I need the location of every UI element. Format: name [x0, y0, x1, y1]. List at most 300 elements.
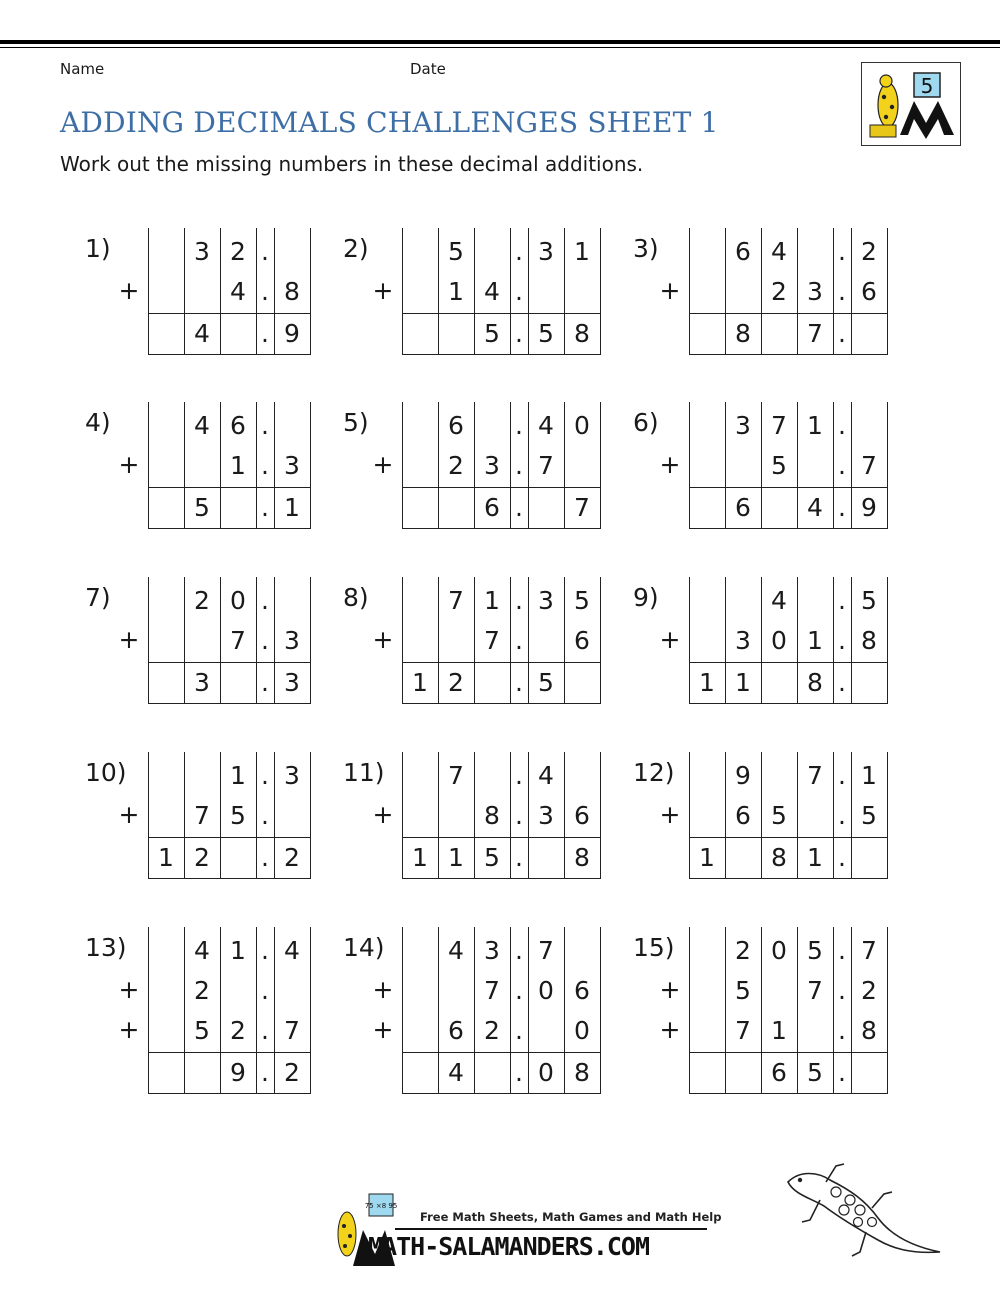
digit-cell: [148, 931, 184, 971]
grid-line: [761, 228, 762, 354]
grid-line: [310, 662, 311, 703]
grid-line: [274, 927, 275, 1093]
digit-cell: [761, 971, 797, 1011]
grid-line: [887, 837, 888, 878]
digit-cell: .: [515, 1016, 523, 1045]
grid-line: [184, 228, 185, 354]
grid-line: [851, 927, 852, 1093]
answer-cell: [725, 1053, 761, 1093]
digit-cell: 1: [861, 761, 877, 790]
digit-cell: [438, 621, 474, 661]
digit-cell: 5: [771, 451, 787, 480]
grid-line: [564, 927, 565, 1093]
answer-cell: 1: [158, 843, 174, 872]
grid-line: [833, 752, 834, 878]
grid-line: [600, 577, 601, 662]
grid-line: [402, 927, 403, 1093]
answer-cell: [148, 663, 184, 703]
digit-cell: [184, 272, 220, 312]
digit-cell: 5: [735, 976, 751, 1005]
plus-sign: +: [118, 1015, 140, 1044]
grid-line: [797, 228, 798, 354]
grid-line: [761, 577, 762, 703]
problem-label: 6): [633, 408, 659, 437]
digit-cell: 7: [861, 936, 877, 965]
answer-cell: 8: [735, 319, 751, 348]
digit-cell: 1: [448, 277, 464, 306]
answer-cell: [761, 488, 797, 528]
grid-line: [438, 577, 439, 703]
digit-cell: .: [838, 1016, 846, 1045]
plus-sign: +: [659, 1015, 681, 1044]
digit-cell: [148, 446, 184, 486]
answer-cell: [761, 314, 797, 354]
digit-cell: 3: [538, 801, 554, 830]
grid-line: [564, 402, 565, 528]
grid-line: [274, 402, 275, 528]
digit-cell: [402, 232, 438, 272]
digit-cell: 2: [448, 451, 464, 480]
answer-cell: [220, 663, 256, 703]
answer-cell: 1: [412, 843, 428, 872]
answer-cell: 6: [771, 1058, 787, 1087]
grid-line: [833, 402, 834, 528]
digit-cell: 6: [574, 976, 590, 1005]
digit-cell: 7: [484, 626, 500, 655]
digit-cell: [689, 232, 725, 272]
grid-line: [600, 402, 601, 487]
problem-label: 15): [633, 933, 675, 962]
digit-cell: 7: [861, 451, 877, 480]
digit-cell: .: [261, 626, 269, 655]
plus-sign: +: [372, 975, 394, 1004]
digit-cell: 4: [771, 586, 787, 615]
grid-line: [600, 837, 601, 878]
answer-cell: 1: [735, 668, 751, 697]
digit-cell: 5: [194, 1016, 210, 1045]
digit-cell: [474, 232, 510, 272]
grid-line: [438, 927, 439, 1093]
grid-line: [310, 487, 311, 528]
digit-cell: 3: [284, 761, 300, 790]
digit-cell: .: [261, 936, 269, 965]
grid-line: [184, 577, 185, 703]
grid-line: [310, 1052, 311, 1093]
answer-cell: [438, 488, 474, 528]
digit-cell: .: [838, 237, 846, 266]
digit-cell: 4: [538, 761, 554, 790]
answer-cell: 3: [194, 668, 210, 697]
plus-sign: +: [659, 975, 681, 1004]
answer-cell: [528, 838, 564, 878]
name-label: Name: [60, 60, 105, 78]
page-title: ADDING DECIMALS CHALLENGES SHEET 1: [60, 106, 719, 139]
grid-line: [689, 228, 690, 354]
problem-label: 3): [633, 234, 659, 263]
plus-sign: +: [118, 975, 140, 1004]
grid-line: [274, 752, 275, 878]
digit-cell: 4: [194, 936, 210, 965]
digit-cell: [274, 796, 310, 836]
digit-cell: [564, 756, 600, 796]
problem-label: 5): [343, 408, 369, 437]
answer-cell: 8: [771, 843, 787, 872]
digit-cell: 3: [484, 936, 500, 965]
answer-cell: 8: [574, 843, 590, 872]
digit-cell: [402, 931, 438, 971]
digit-cell: 7: [448, 761, 464, 790]
answer-cell: 1: [448, 843, 464, 872]
digit-cell: .: [838, 586, 846, 615]
answer-cell: [761, 663, 797, 703]
grid-line: [528, 402, 529, 528]
digit-cell: [474, 756, 510, 796]
grid-line: [220, 752, 221, 878]
digit-cell: 2: [194, 976, 210, 1005]
digit-cell: 1: [230, 761, 246, 790]
digit-cell: 1: [807, 626, 823, 655]
grid-line: [474, 577, 475, 703]
answer-cell: 5: [538, 319, 554, 348]
sum-line: [689, 1052, 888, 1053]
grid-line: [256, 752, 257, 878]
answer-cell: [402, 488, 438, 528]
grid-line: [725, 402, 726, 528]
grid-line: [761, 402, 762, 528]
sum-line: [402, 313, 601, 314]
grid-line: [725, 752, 726, 878]
answer-cell: [402, 1053, 438, 1093]
digit-cell: 3: [807, 277, 823, 306]
grade-badge-text: 5: [920, 74, 934, 98]
answer-cell: [220, 314, 256, 354]
digit-cell: 5: [448, 237, 464, 266]
answer-box-bottom: [689, 703, 888, 704]
digit-cell: .: [515, 237, 523, 266]
answer-cell: [402, 314, 438, 354]
digit-cell: [402, 796, 438, 836]
plus-sign: +: [118, 800, 140, 829]
grid-line: [310, 927, 311, 1052]
digit-cell: 3: [194, 237, 210, 266]
digit-cell: .: [515, 936, 523, 965]
answer-cell: 4: [448, 1058, 464, 1087]
digit-cell: 8: [284, 277, 300, 306]
digit-cell: [274, 581, 310, 621]
digit-cell: [689, 756, 725, 796]
answer-cell: .: [838, 319, 846, 348]
answer-cell: [438, 314, 474, 354]
grid-line: [887, 313, 888, 354]
digit-cell: [528, 621, 564, 661]
grid-line: [474, 402, 475, 528]
grid-line: [689, 752, 690, 878]
answer-cell: 3: [284, 668, 300, 697]
sum-line: [148, 313, 311, 314]
problem-label: 14): [343, 933, 385, 962]
answer-cell: 1: [284, 493, 300, 522]
digit-cell: 4: [484, 277, 500, 306]
grid-line: [833, 228, 834, 354]
digit-cell: 3: [284, 626, 300, 655]
sum-line: [148, 662, 311, 663]
digit-cell: [274, 232, 310, 272]
digit-cell: .: [515, 586, 523, 615]
plus-sign: +: [659, 276, 681, 305]
digit-cell: 5: [807, 936, 823, 965]
digit-cell: [564, 446, 600, 486]
sum-line: [402, 837, 601, 838]
answer-box-bottom: [402, 703, 601, 704]
digit-cell: [402, 272, 438, 312]
digit-cell: [274, 971, 310, 1011]
answer-cell: [725, 838, 761, 878]
grid-line: [274, 577, 275, 703]
digit-cell: [184, 446, 220, 486]
grid-line: [600, 228, 601, 313]
grid-line: [761, 927, 762, 1093]
plus-sign: +: [372, 276, 394, 305]
digit-cell: [148, 581, 184, 621]
digit-cell: 5: [771, 801, 787, 830]
answer-box-bottom: [402, 528, 601, 529]
problem-label: 7): [85, 583, 111, 612]
digit-cell: [761, 756, 797, 796]
grid-line: [310, 577, 311, 662]
digit-cell: 2: [861, 976, 877, 1005]
digit-cell: [274, 406, 310, 446]
grid-line: [438, 752, 439, 878]
digit-cell: 2: [735, 936, 751, 965]
digit-cell: [402, 621, 438, 661]
digit-cell: 0: [574, 1016, 590, 1045]
grid-line: [402, 402, 403, 528]
footer-tagline: Free Math Sheets, Math Games and Math Help: [420, 1210, 722, 1224]
problem-label: 12): [633, 758, 675, 787]
digit-cell: .: [515, 761, 523, 790]
digit-cell: .: [261, 801, 269, 830]
digit-cell: 8: [484, 801, 500, 830]
digit-cell: [725, 272, 761, 312]
grid-line: [438, 228, 439, 354]
footer-brand: MATH-SALAMANDERS.COM: [368, 1232, 650, 1261]
digit-cell: .: [838, 626, 846, 655]
answer-cell: 5: [807, 1058, 823, 1087]
digit-cell: .: [261, 1016, 269, 1045]
answer-box-bottom: [689, 878, 888, 879]
digit-cell: .: [261, 237, 269, 266]
plus-sign: +: [372, 1015, 394, 1044]
grid-line: [797, 577, 798, 703]
grid-line: [851, 752, 852, 878]
answer-cell: 2: [284, 1058, 300, 1087]
digit-cell: [689, 581, 725, 621]
grid-line: [600, 662, 601, 703]
problem-label: 13): [85, 933, 127, 962]
digit-cell: [851, 406, 887, 446]
answer-cell: 2: [448, 668, 464, 697]
digit-cell: [438, 971, 474, 1011]
grid-line: [528, 927, 529, 1093]
salamander-icon: [780, 1160, 945, 1265]
answer-cell: 9: [284, 319, 300, 348]
grid-line: [833, 577, 834, 703]
grid-line: [725, 577, 726, 703]
answer-cell: .: [261, 319, 269, 348]
digit-cell: [438, 796, 474, 836]
problem-label: 4): [85, 408, 111, 437]
plus-sign: +: [372, 625, 394, 654]
grid-line: [797, 752, 798, 878]
digit-cell: 2: [230, 237, 246, 266]
digit-cell: [148, 756, 184, 796]
grid-line: [528, 577, 529, 703]
grid-line: [887, 927, 888, 1052]
digit-cell: .: [515, 626, 523, 655]
grid-line: [148, 228, 149, 354]
problem-label: 10): [85, 758, 127, 787]
digit-cell: 0: [574, 411, 590, 440]
grid-line: [689, 402, 690, 528]
digit-cell: 0: [230, 586, 246, 615]
answer-cell: 7: [807, 319, 823, 348]
digit-cell: 6: [448, 411, 464, 440]
answer-cell: 8: [574, 319, 590, 348]
digit-cell: .: [838, 277, 846, 306]
grid-line: [851, 402, 852, 528]
sum-line: [689, 662, 888, 663]
digit-cell: .: [838, 451, 846, 480]
digit-cell: [725, 581, 761, 621]
grid-line: [851, 228, 852, 354]
grid-line: [797, 927, 798, 1093]
grid-line: [528, 752, 529, 878]
answer-cell: 4: [194, 319, 210, 348]
digit-cell: .: [838, 936, 846, 965]
grid-line: [851, 577, 852, 703]
answer-cell: .: [838, 668, 846, 697]
digit-cell: [402, 971, 438, 1011]
digit-cell: 6: [861, 277, 877, 306]
grid-line: [148, 752, 149, 878]
answer-cell: 1: [412, 668, 428, 697]
digit-cell: .: [261, 976, 269, 1005]
digit-cell: 1: [771, 1016, 787, 1045]
grid-line: [220, 228, 221, 354]
digit-cell: 1: [230, 451, 246, 480]
digit-cell: 7: [448, 586, 464, 615]
answer-cell: [148, 314, 184, 354]
answer-box-bottom: [148, 703, 311, 704]
digit-cell: [797, 581, 833, 621]
grid-line: [438, 402, 439, 528]
grid-line: [564, 228, 565, 354]
answer-cell: 8: [574, 1058, 590, 1087]
digit-cell: 1: [230, 936, 246, 965]
sum-line: [402, 1052, 601, 1053]
grid-line: [887, 487, 888, 528]
digit-cell: .: [515, 801, 523, 830]
digit-cell: [402, 756, 438, 796]
grid-line: [310, 752, 311, 837]
digit-cell: 6: [574, 801, 590, 830]
digit-cell: [402, 406, 438, 446]
answer-cell: [851, 1053, 887, 1093]
digit-cell: 3: [484, 451, 500, 480]
digit-cell: [402, 581, 438, 621]
sum-line: [402, 662, 601, 663]
grid-line: [474, 927, 475, 1093]
answer-box-bottom: [689, 528, 888, 529]
sum-line: [148, 487, 311, 488]
grid-line: [274, 228, 275, 354]
answer-cell: [689, 1053, 725, 1093]
grid-line: [887, 577, 888, 662]
answer-box-bottom: [689, 354, 888, 355]
digit-cell: 3: [735, 626, 751, 655]
answer-cell: 5: [484, 319, 500, 348]
digit-cell: 3: [538, 586, 554, 615]
answer-cell: .: [515, 319, 523, 348]
sum-line: [689, 837, 888, 838]
grid-line: [600, 487, 601, 528]
digit-cell: 0: [771, 626, 787, 655]
grid-line: [564, 577, 565, 703]
digit-cell: 4: [771, 237, 787, 266]
grid-line: [510, 927, 511, 1093]
digit-cell: 1: [574, 237, 590, 266]
digit-cell: [797, 446, 833, 486]
answer-cell: .: [515, 1058, 523, 1087]
grid-line: [833, 927, 834, 1093]
grid-line: [402, 228, 403, 354]
answer-cell: .: [838, 843, 846, 872]
grid-line: [148, 927, 149, 1093]
digit-cell: [184, 621, 220, 661]
digit-cell: .: [838, 761, 846, 790]
plus-sign: +: [372, 450, 394, 479]
digit-cell: 6: [574, 626, 590, 655]
digit-cell: [528, 272, 564, 312]
digit-cell: [797, 796, 833, 836]
digit-cell: 6: [448, 1016, 464, 1045]
digit-cell: 6: [735, 237, 751, 266]
grid-line: [725, 228, 726, 354]
digit-cell: 7: [284, 1016, 300, 1045]
digit-cell: 5: [574, 586, 590, 615]
grid-line: [510, 228, 511, 354]
answer-cell: [220, 488, 256, 528]
digit-cell: .: [838, 801, 846, 830]
answer-cell: 8: [807, 668, 823, 697]
digit-cell: .: [838, 976, 846, 1005]
answer-cell: .: [515, 668, 523, 697]
digit-cell: 8: [861, 626, 877, 655]
grid-line: [402, 577, 403, 703]
digit-cell: .: [838, 411, 846, 440]
digit-cell: 0: [538, 976, 554, 1005]
answer-cell: 2: [284, 843, 300, 872]
grid-line: [474, 228, 475, 354]
answer-cell: [851, 663, 887, 703]
digit-cell: [725, 446, 761, 486]
digit-cell: 1: [807, 411, 823, 440]
digit-cell: 2: [194, 586, 210, 615]
digit-cell: [797, 1011, 833, 1051]
grid-line: [256, 577, 257, 703]
digit-cell: 7: [538, 936, 554, 965]
plus-sign: +: [372, 800, 394, 829]
